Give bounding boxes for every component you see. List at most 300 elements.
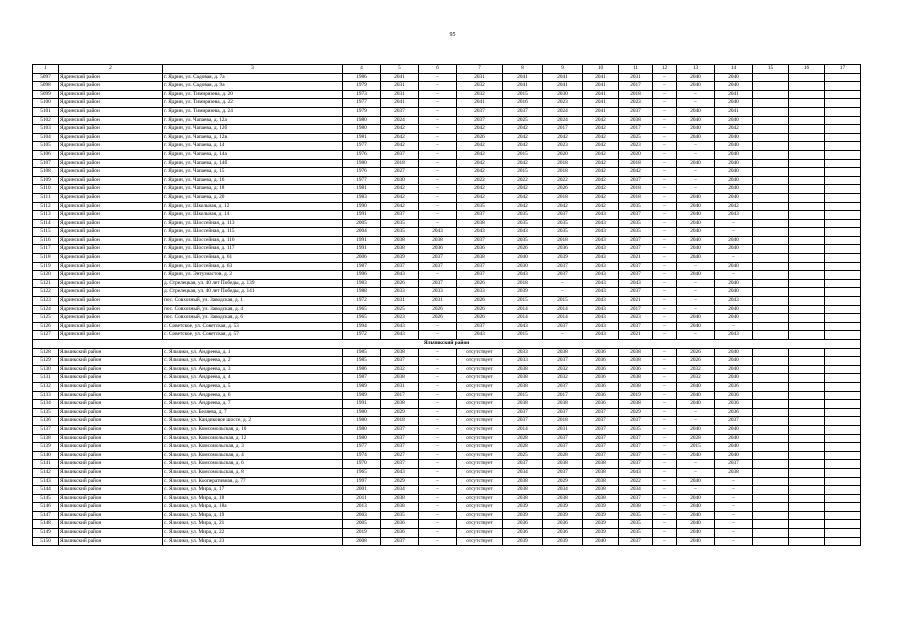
table-cell: 2037 <box>503 408 543 417</box>
table-cell: – <box>653 262 677 271</box>
table-cell: 2037 <box>543 443 583 452</box>
table-cell: 2042 <box>381 185 419 194</box>
table-cell: 2038 <box>619 503 653 512</box>
table-cell <box>789 193 825 202</box>
table-cell <box>789 486 825 495</box>
page-number: 95 <box>449 32 456 38</box>
table-row <box>33 82 861 91</box>
table-cell: 2022 <box>503 176 543 185</box>
table-cell: 2040 <box>677 228 715 237</box>
table-cell: с. Яльчики, ул. Андреева, д. 1 <box>163 348 343 357</box>
table-cell: Ядринский район <box>59 305 163 314</box>
table-cell: отсутствует <box>457 477 503 486</box>
table-cell: 2040 <box>677 451 715 460</box>
table-cell: 2040 <box>715 357 753 366</box>
table-cell: 2025 <box>381 305 419 314</box>
table-cell: – <box>653 511 677 520</box>
table-cell: 2042 <box>457 159 503 168</box>
table-cell: – <box>419 82 457 91</box>
table-cell: – <box>677 279 715 288</box>
table-cell: 2040 <box>715 236 753 245</box>
table-cell: Яльчикский район <box>59 348 163 357</box>
table-cell: 2024 <box>543 116 583 125</box>
table-cell <box>825 460 861 469</box>
table-cell: – <box>419 73 457 82</box>
table-cell: 1972 <box>343 297 381 306</box>
table-cell: 1977 <box>343 176 381 185</box>
table-cell: 2043 <box>583 288 619 297</box>
table-cell: 1986 <box>343 73 381 82</box>
table-cell: г. Ядрин, ул. Школьная, д. 14 <box>163 211 343 220</box>
table-cell: 2038 <box>503 400 543 409</box>
table-cell: 2024 <box>381 116 419 125</box>
table-cell: 2042 <box>583 116 619 125</box>
table-cell: 2041 <box>583 107 619 116</box>
table-cell: с. Яльчики, ул. Мира, д. 19 <box>163 511 343 520</box>
table-cell: 2037 <box>457 107 503 116</box>
table-cell <box>789 537 825 546</box>
table-cell: 5149 <box>33 529 59 538</box>
table-cell: – <box>653 107 677 116</box>
table-cell: с. Яльчики, ул. Комсомольская, д. 6 <box>163 460 343 469</box>
table-cell: 2040 <box>677 73 715 82</box>
table-cell: 5098 <box>33 82 59 91</box>
table-cell: 2037 <box>619 443 653 452</box>
table-cell: – <box>677 460 715 469</box>
table-cell: 2037 <box>583 443 619 452</box>
table-cell: 1976 <box>343 150 381 159</box>
table-row <box>33 142 861 151</box>
table-cell: с. Яльчики, ул. Комсомольская, д. 4 <box>163 451 343 460</box>
table-cell: 2037 <box>381 150 419 159</box>
table-cell: 2037 <box>419 254 457 263</box>
table-cell <box>825 107 861 116</box>
table-cell: 2019 <box>343 529 381 538</box>
table-row <box>33 90 861 99</box>
table-cell: 2032 <box>677 365 715 374</box>
column-number-header: 15 <box>753 65 789 74</box>
table-cell <box>753 202 789 211</box>
table-cell: 2035 <box>619 511 653 520</box>
table-cell: 2026 <box>503 245 543 254</box>
table-cell: Ядринский район <box>59 185 163 194</box>
table-cell: 5118 <box>33 254 59 263</box>
table-cell <box>825 322 861 331</box>
table-cell: – <box>653 116 677 125</box>
table-cell: 2037 <box>419 262 457 271</box>
table-cell: 2042 <box>543 133 583 142</box>
table-cell: – <box>677 262 715 271</box>
table-row <box>33 451 861 460</box>
table-cell: Ядринский район <box>59 133 163 142</box>
table-cell: Яльчикский район <box>59 529 163 538</box>
table-row <box>33 322 861 331</box>
table-cell: 5104 <box>33 133 59 142</box>
table-cell: 2005 <box>343 520 381 529</box>
table-cell: 2040 <box>583 537 619 546</box>
table-cell <box>825 116 861 125</box>
table-cell: 1980 <box>343 434 381 443</box>
table-cell: 2026 <box>543 185 583 194</box>
table-cell: 2036 <box>543 520 583 529</box>
table-cell: – <box>419 211 457 220</box>
table-cell: 5139 <box>33 443 59 452</box>
table-cell: 5109 <box>33 176 59 185</box>
table-cell: 2042 <box>583 185 619 194</box>
table-cell: 2038 <box>381 245 419 254</box>
table-cell: Ядринский район <box>59 245 163 254</box>
table-cell: – <box>419 150 457 159</box>
table-cell: 2041 <box>543 73 583 82</box>
table-cell: 1996 <box>343 271 381 280</box>
table-cell: 1965 <box>343 314 381 323</box>
table-cell: 2032 <box>543 374 583 383</box>
table-cell: 2040 <box>715 193 753 202</box>
table-cell: 2037 <box>381 537 419 546</box>
table-cell: 2018 <box>619 90 653 99</box>
table-cell <box>789 159 825 168</box>
table-cell <box>789 400 825 409</box>
table-cell: 1985 <box>343 348 381 357</box>
table-cell <box>789 211 825 220</box>
table-cell: пос. Совхозный, ул. Заводская, д. 1 <box>163 297 343 306</box>
table-cell: г. Ядрин, ул. Чапаева, д. 12в <box>163 133 343 142</box>
table-row <box>33 314 861 323</box>
table-cell: 2038 <box>381 494 419 503</box>
table-cell: 2003 <box>343 511 381 520</box>
table-row <box>33 443 861 452</box>
table-cell: 2040 <box>677 382 715 391</box>
table-cell: 2037 <box>583 417 619 426</box>
table-cell <box>825 271 861 280</box>
table-cell <box>825 73 861 82</box>
table-cell: – <box>419 176 457 185</box>
table-cell <box>753 279 789 288</box>
table-cell: 2043 <box>583 322 619 331</box>
table-row <box>33 374 861 383</box>
table-cell: 1994 <box>343 322 381 331</box>
table-cell: Яльчикский район <box>59 400 163 409</box>
table-cell: 2037 <box>543 322 583 331</box>
table-cell: 2026 <box>419 305 457 314</box>
table-cell: – <box>419 417 457 426</box>
table-cell <box>825 142 861 151</box>
table-cell <box>753 185 789 194</box>
table-cell: 5150 <box>33 537 59 546</box>
table-cell: 2037 <box>381 107 419 116</box>
table-cell: – <box>419 219 457 228</box>
table-cell: 2040 <box>677 494 715 503</box>
table-cell: 2037 <box>543 408 583 417</box>
table-cell <box>789 107 825 116</box>
table-cell: 2017 <box>619 305 653 314</box>
table-cell: 2030 <box>503 262 543 271</box>
table-cell: 2034 <box>503 468 543 477</box>
table-cell: – <box>677 142 715 151</box>
table-cell: 2035 <box>503 219 543 228</box>
table-cell: 1965 <box>343 305 381 314</box>
table-cell: 2038 <box>503 374 543 383</box>
table-cell <box>825 193 861 202</box>
table-cell: 2026 <box>457 279 503 288</box>
table-cell: 2017 <box>619 125 653 134</box>
table-cell: 2026 <box>677 348 715 357</box>
table-cell: 2034 <box>543 486 583 495</box>
table-cell: 1980 <box>343 159 381 168</box>
table-cell: 2018 <box>381 159 419 168</box>
table-cell: 2033 <box>381 288 419 297</box>
table-cell: – <box>653 477 677 486</box>
table-cell: 1990 <box>343 202 381 211</box>
table-cell: Яльчикский район <box>59 468 163 477</box>
table-cell: – <box>653 125 677 134</box>
table-cell: – <box>653 211 677 220</box>
table-cell: 2037 <box>543 357 583 366</box>
table-cell: Яльчикский район <box>59 374 163 383</box>
table-cell: 2043 <box>583 279 619 288</box>
table-cell: – <box>677 99 715 108</box>
table-cell <box>753 451 789 460</box>
table-cell: 5102 <box>33 116 59 125</box>
table-cell: 2043 <box>503 271 543 280</box>
table-cell: отсутствует <box>457 425 503 434</box>
table-cell: 2040 <box>677 425 715 434</box>
table-cell: 2031 <box>381 82 419 91</box>
table-cell <box>753 107 789 116</box>
table-cell <box>825 82 861 91</box>
table-header <box>33 65 861 74</box>
table-cell: – <box>653 90 677 99</box>
table-cell: 2031 <box>457 73 503 82</box>
table-cell: 2040 <box>677 477 715 486</box>
table-cell: – <box>715 503 753 512</box>
table-cell: 2038 <box>503 382 543 391</box>
table-cell <box>825 348 861 357</box>
table-cell: Ядринский район <box>59 331 163 340</box>
table-cell: 2033 <box>457 288 503 297</box>
table-cell: 2041 <box>583 99 619 108</box>
table-cell: 2037 <box>583 434 619 443</box>
table-cell: – <box>653 357 677 366</box>
table-cell: 2040 <box>715 262 753 271</box>
table-cell: 2031 <box>381 382 419 391</box>
table-cell <box>789 90 825 99</box>
table-cell: 5135 <box>33 408 59 417</box>
table-cell: г. Ядрин, ул. Чапаева, д. 18 <box>163 185 343 194</box>
table-cell: – <box>419 400 457 409</box>
table-cell: 2038 <box>381 503 419 512</box>
table-row <box>33 503 861 512</box>
table-cell: 2038 <box>503 494 543 503</box>
table-cell: 1985 <box>343 357 381 366</box>
table-cell: 2028 <box>543 451 583 460</box>
table-cell: – <box>419 322 457 331</box>
table-row <box>33 185 861 194</box>
table-cell: 5100 <box>33 99 59 108</box>
table-cell <box>825 125 861 134</box>
table-cell <box>753 99 789 108</box>
table-cell: 2023 <box>619 142 653 151</box>
table-cell <box>789 520 825 529</box>
table-cell: – <box>419 451 457 460</box>
table-cell <box>789 314 825 323</box>
table-cell: 2037 <box>543 434 583 443</box>
table-cell: – <box>715 529 753 538</box>
table-cell: г. Ядрин, ул. Шоссейная, д. 63 <box>163 262 343 271</box>
table-cell <box>825 219 861 228</box>
table-cell: 5115 <box>33 228 59 237</box>
table-cell <box>789 305 825 314</box>
table-cell: 5108 <box>33 168 59 177</box>
table-cell: 2042 <box>381 125 419 134</box>
table-cell: д. Стрелецкая, ул. 40 лет Победы, д. 139 <box>163 279 343 288</box>
table-cell: 5105 <box>33 142 59 151</box>
table-cell: 5133 <box>33 391 59 400</box>
table-cell: 2039 <box>543 511 583 520</box>
table-row <box>33 305 861 314</box>
table-cell: 5110 <box>33 185 59 194</box>
table-cell: 2037 <box>457 271 503 280</box>
table-cell <box>753 348 789 357</box>
table-cell: 2029 <box>543 477 583 486</box>
table-cell: 2039 <box>543 503 583 512</box>
table-cell <box>789 202 825 211</box>
table-cell: 2031 <box>619 73 653 82</box>
table-cell: 2038 <box>381 236 419 245</box>
table-cell: 1997 <box>343 477 381 486</box>
table-cell <box>789 288 825 297</box>
table-cell: 5148 <box>33 520 59 529</box>
table-cell: Яльчикский район <box>59 357 163 366</box>
table-cell: 2040 <box>715 99 753 108</box>
table-cell: Яльчикский район <box>59 537 163 546</box>
table-cell <box>789 322 825 331</box>
table-cell: пос. Совхозный, ул. Заводская, д. 4 <box>163 305 343 314</box>
column-number-header: 5 <box>381 65 419 74</box>
table-cell: 5120 <box>33 271 59 280</box>
table-cell: 2038 <box>543 400 583 409</box>
table-cell: – <box>653 314 677 323</box>
table-cell <box>753 331 789 340</box>
table-cell: – <box>653 133 677 142</box>
table-cell: 5126 <box>33 322 59 331</box>
table-cell: 1974 <box>343 451 381 460</box>
table-cell: – <box>653 159 677 168</box>
table-cell: 2027 <box>381 168 419 177</box>
table-cell: 2039 <box>543 254 583 263</box>
table-cell: 2041 <box>583 82 619 91</box>
table-cell: 2038 <box>619 400 653 409</box>
table-cell: 2040 <box>715 348 753 357</box>
table-cell: 2035 <box>381 219 419 228</box>
table-cell: Яльчикский район <box>59 460 163 469</box>
table-row <box>33 236 861 245</box>
table-cell: 2037 <box>381 460 419 469</box>
table-cell: г. Ядрин, ул. Энтузиастов, д. 2 <box>163 271 343 280</box>
table-cell: Ядринский район <box>59 82 163 91</box>
table-cell: 1980 <box>343 125 381 134</box>
table-cell: 2035 <box>619 219 653 228</box>
table-cell: 2037 <box>715 417 753 426</box>
table-cell: с. Яльчики, ул. Комсомольская, д. 8 <box>163 468 343 477</box>
table-cell: с. Яльчики, ул. Андреева, д. 4 <box>163 374 343 383</box>
table-cell: 2040 <box>677 202 715 211</box>
table-cell: отсутствует <box>457 451 503 460</box>
table-cell <box>753 520 789 529</box>
column-number-header: 4 <box>343 65 381 74</box>
table-cell: с. Яльчики, ул. Комсомольская, д. 12 <box>163 434 343 443</box>
table-cell: 2015 <box>503 331 543 340</box>
table-cell: – <box>653 443 677 452</box>
table-cell: 2037 <box>457 211 503 220</box>
table-cell <box>789 262 825 271</box>
table-cell <box>753 417 789 426</box>
table-cell: Ядринский район <box>59 211 163 220</box>
table-cell: г. Ядрин, ул. Школьная, д. 12 <box>163 202 343 211</box>
table-cell: 2029 <box>381 477 419 486</box>
table-cell: 2043 <box>583 271 619 280</box>
table-cell: г. Ядрин, ул. Шоссейная, д. 116 <box>163 236 343 245</box>
table-cell: 2026 <box>457 133 503 142</box>
table-cell: 2031 <box>381 90 419 99</box>
table-cell: 2040 <box>715 374 753 383</box>
table-cell: 2014 <box>503 314 543 323</box>
table-row <box>33 357 861 366</box>
table-cell: 5117 <box>33 245 59 254</box>
table-cell <box>753 477 789 486</box>
table-cell: 2028 <box>677 434 715 443</box>
table-cell: 2018 <box>619 159 653 168</box>
table-cell: 2042 <box>583 193 619 202</box>
table-cell: 2040 <box>715 168 753 177</box>
table-cell: с. Советское, ул. Советская, д. 57 <box>163 331 343 340</box>
table-cell: 2035 <box>619 425 653 434</box>
table-cell: Яльчикский район <box>59 503 163 512</box>
table-cell <box>825 314 861 323</box>
table-cell: 1970 <box>343 460 381 469</box>
table-cell: 2038 <box>619 348 653 357</box>
table-cell <box>789 142 825 151</box>
table-cell: – <box>677 150 715 159</box>
table-cell: 2015 <box>503 168 543 177</box>
table-cell: Ядринский район <box>59 142 163 151</box>
table-cell: 2041 <box>715 107 753 116</box>
table-cell: – <box>419 391 457 400</box>
table-cell <box>753 297 789 306</box>
table-cell: 2008 <box>343 537 381 546</box>
table-cell: 2040 <box>715 314 753 323</box>
table-cell <box>753 168 789 177</box>
table-cell: – <box>653 176 677 185</box>
table-cell <box>825 357 861 366</box>
table-cell: – <box>653 288 677 297</box>
table-cell: – <box>653 408 677 417</box>
table-cell: – <box>419 168 457 177</box>
table-cell: 2021 <box>619 297 653 306</box>
table-cell: – <box>653 168 677 177</box>
table-cell <box>789 73 825 82</box>
table-cell: – <box>677 288 715 297</box>
table-cell: – <box>677 408 715 417</box>
table-cell: Ядринский район <box>59 73 163 82</box>
column-number-header: 8 <box>503 65 543 74</box>
table-cell: – <box>419 271 457 280</box>
table-cell: 5112 <box>33 202 59 211</box>
table-cell: Ядринский район <box>59 314 163 323</box>
table-cell <box>789 297 825 306</box>
table-cell: 2038 <box>583 494 619 503</box>
table-cell: 2040 <box>715 425 753 434</box>
